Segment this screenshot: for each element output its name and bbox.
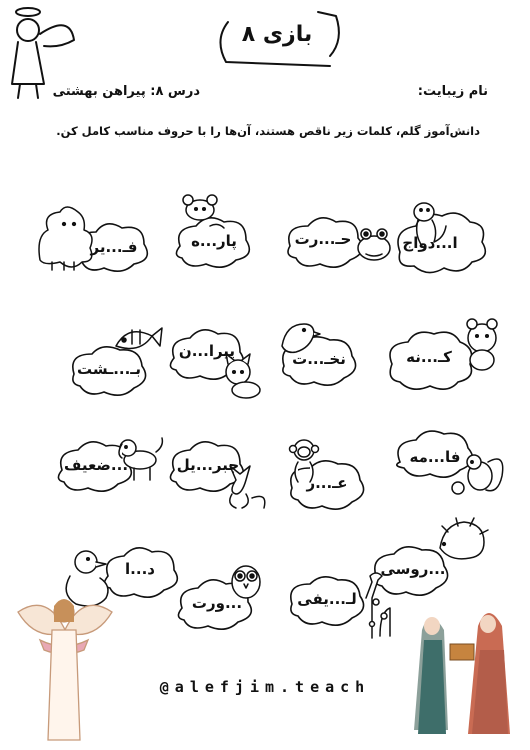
word-10: عـ...ر bbox=[306, 474, 348, 492]
word-5: کـ...نه bbox=[406, 348, 452, 366]
footer-handle: @alefjim.teach bbox=[159, 678, 371, 696]
word-3: پار...ه bbox=[191, 232, 237, 250]
word-12: ...ضعیف bbox=[63, 456, 129, 474]
cat-icon bbox=[226, 354, 260, 398]
word-15: ...ورت bbox=[191, 594, 243, 612]
word-14: لـ...یفی bbox=[297, 590, 357, 608]
hedgehog-icon bbox=[440, 518, 488, 559]
word-11: جبر...یل bbox=[176, 456, 240, 474]
word-6: نخـ...ت bbox=[292, 350, 346, 368]
bear-icon bbox=[467, 319, 497, 370]
word-7: پیرا...ن bbox=[178, 342, 236, 360]
duck-icon bbox=[66, 551, 108, 606]
page-title: بازی ۸ bbox=[241, 22, 313, 47]
fish-icon bbox=[116, 328, 162, 348]
lesson-label: درس ۸: پیراهن بهشتی bbox=[52, 84, 200, 99]
angel-bottom-left-icon bbox=[18, 599, 112, 740]
word-16: د...ا bbox=[125, 560, 155, 578]
frog-icon bbox=[358, 229, 390, 260]
word-8: بـ...ـشت bbox=[76, 360, 142, 378]
word-1: ا...دواج bbox=[402, 234, 458, 252]
word-13: ...روسی bbox=[380, 560, 446, 578]
instruction-text: دانش‌آموز گلم، کلمات زیر ناقص هستند، آن‌ها را با حروف مناسب کامل کن. bbox=[56, 124, 480, 138]
name-label: نام زیبایت: bbox=[417, 84, 488, 99]
word-2: حـ...رت bbox=[294, 230, 352, 248]
women-illustration-icon bbox=[414, 613, 510, 734]
word-9: فا...مه bbox=[409, 448, 461, 466]
word-4: فـ...یر bbox=[90, 238, 138, 256]
